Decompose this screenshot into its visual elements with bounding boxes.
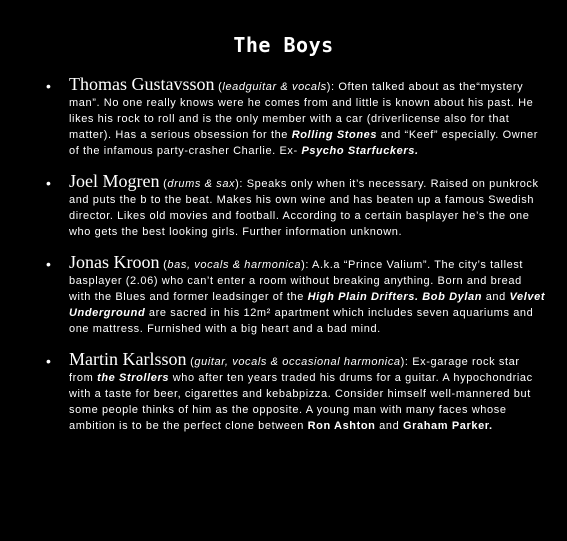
bio-text: and <box>375 420 403 432</box>
bio-text: who after ten years traded his drums for a guitar. A hypochondriac with a taste for beer, cigarettes and kebabpizza. Consider himself well-mannered but some people thinks of him as the opposite. A young man with many faces whose ambition is to be the perfect clone between <box>69 372 533 432</box>
member-role: guitar, vocals & occasional harmonica <box>194 356 401 368</box>
member-name: Martin Karlsson <box>69 349 187 369</box>
role-open-paren: ( <box>214 81 223 93</box>
artist-name-bold: Graham Parker. <box>402 420 493 432</box>
bio-text: and <box>482 291 510 303</box>
artist-name-bold: Ron Ashton <box>307 420 376 432</box>
bio-text: Often talked about as the“mystery man”. No one really knows were he comes from and little is known about his past. He likes his rock to roll and is the only member with a car (driverlicense also for that matter). Has a serious obsession for the <box>69 81 534 141</box>
band-name-emphasis: the Strollers <box>97 372 170 384</box>
band-name-emphasis: Psycho Starfuckers. <box>301 145 419 157</box>
bio-text: Speaks only when it’s necessary. Raised on punkrock and puts the b to the beat. Makes his own wine and has beaten up a famous Swedish director. Likes old movies and football. According to a certain basplayer he’s the one who gets the best looking girls. Further information unknown. <box>69 178 539 238</box>
member-name: Thomas Gustavsson <box>69 74 215 94</box>
bio-joel-mogren <box>46 171 547 240</box>
member-name: Jonas Kroon <box>69 252 160 272</box>
page-title: The Boys <box>233 33 334 57</box>
role-close-paren: ): <box>326 81 339 93</box>
bio-text: are sacred in his 12m² apartment which includes seven aquariums and one mattress. Furnished with a big heart and a bad mind. <box>69 307 534 335</box>
bio-text: and “Keef” especially. Owner of the infamous party-crasher Charlie. Ex- <box>69 129 538 157</box>
member-role: drums & sax <box>167 178 236 190</box>
band-name-emphasis: Rolling Stones <box>291 129 378 141</box>
bullet-icon: • <box>46 256 52 272</box>
bullet-icon: • <box>46 78 52 94</box>
bio-text: Ex-garage rock star from <box>69 356 520 384</box>
bio-jonas-kroon <box>46 252 547 337</box>
bullet-icon: • <box>46 353 52 369</box>
role-close-paren: ): <box>235 178 247 190</box>
bio-martin-karlsson <box>46 349 547 434</box>
role-open-paren: ( <box>186 356 195 368</box>
role-close-paren: ): <box>301 259 313 271</box>
role-close-paren: ): <box>400 356 413 368</box>
member-name: Joel Mogren <box>69 171 160 191</box>
role-open-paren: ( <box>159 178 168 190</box>
band-name-emphasis: High Plain Drifters. Bob Dylan <box>307 291 483 303</box>
member-role: bas, vocals & harmonica <box>167 259 302 271</box>
bio-text: A.k.a “Prince Valium”. The city’s tallest basplayer (2.06) who can’t enter a room without breaking anything. Born and bread with the Blues and former leadsinger of the <box>69 259 524 303</box>
role-open-paren: ( <box>159 259 168 271</box>
member-role: leadguitar & vocals <box>222 81 327 93</box>
bullet-icon: • <box>46 175 52 191</box>
band-name-emphasis: Velvet Underground <box>69 291 546 319</box>
bio-thomas-gustavsson <box>46 74 547 159</box>
